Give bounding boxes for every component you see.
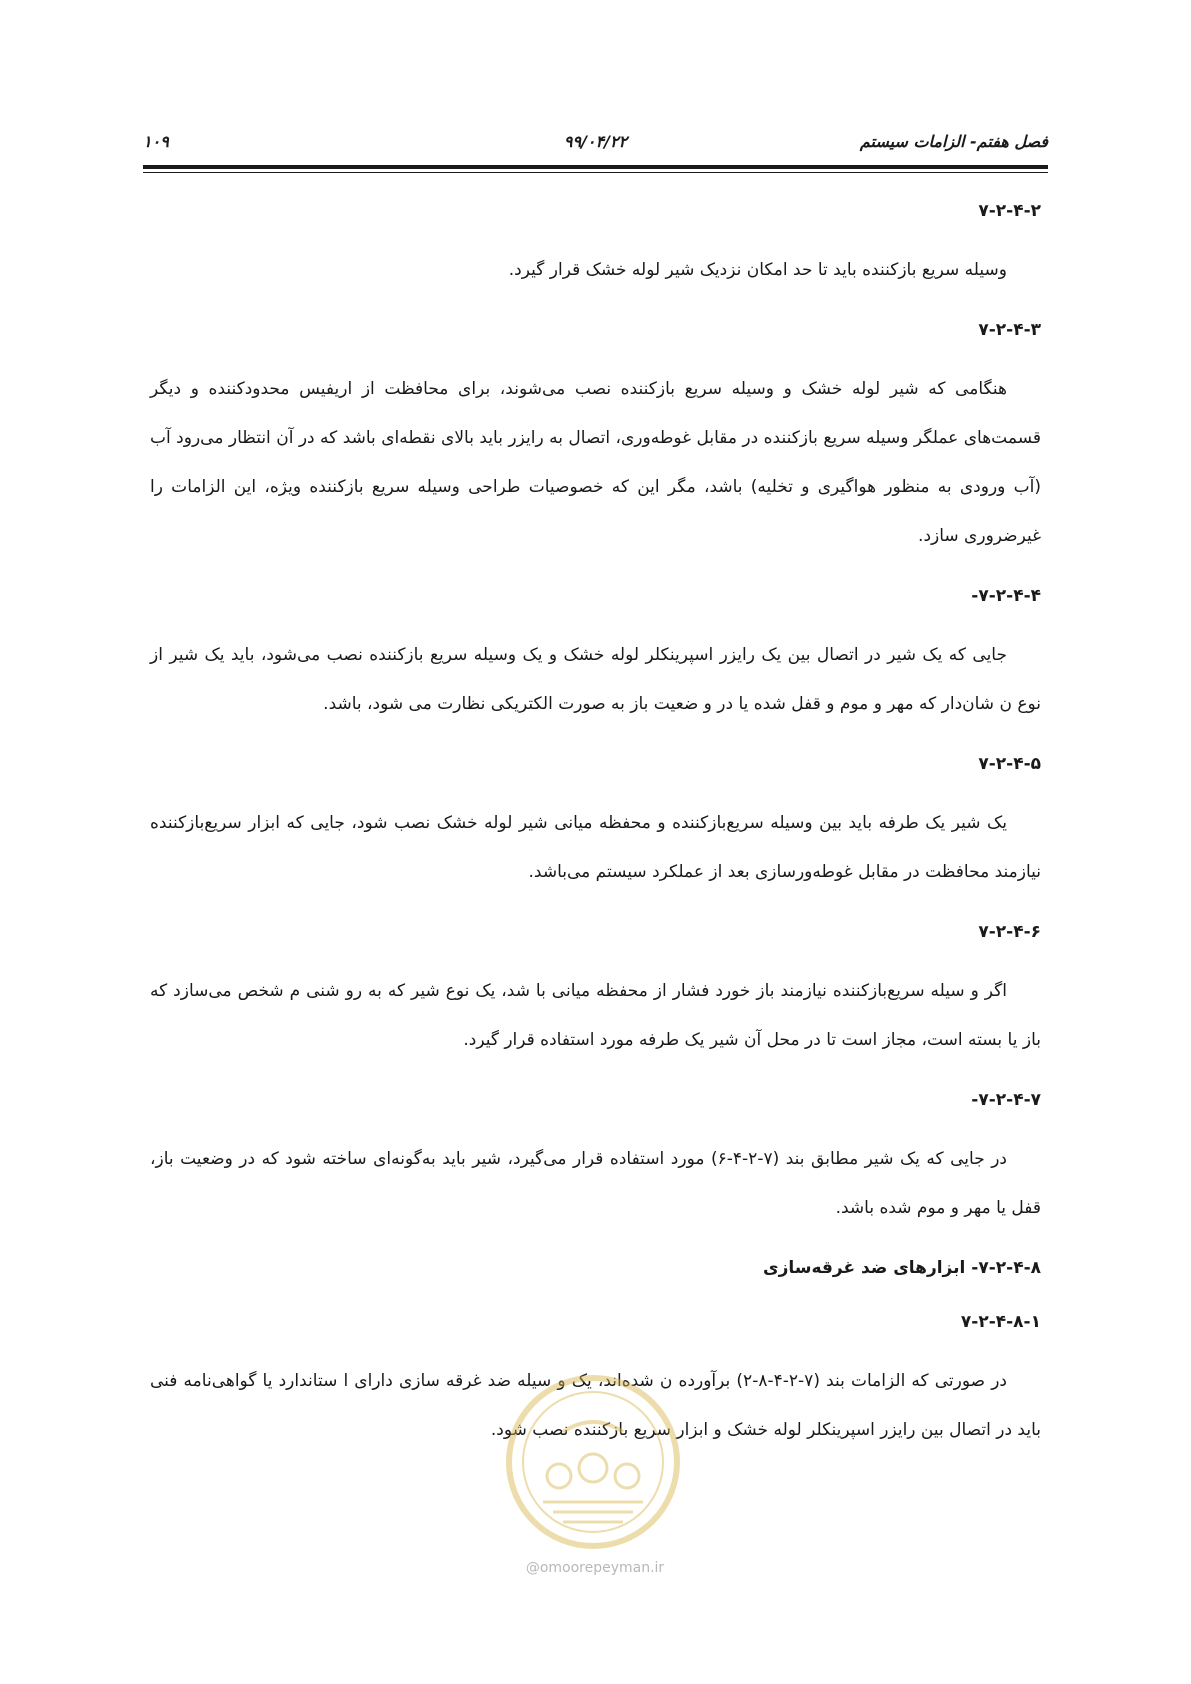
- section-number: ۷-۲-۴-۲: [978, 201, 1041, 221]
- section-paragraph: وسیله سریع بازکننده باید تا حد امکان نزدیک شیر لوله خشک قرار گیرد.: [508, 260, 1007, 280]
- page-body: [150, 198, 1041, 1477]
- section-paragraph: در جایی که یک شیر مطابق بند (۷-۲-۴-۶) مورد استفاده قرار می‌گیرد، شیر باید به‌گونه‌ای ساخته شود که در وضعیت باز، قفل یا مهر و موم شده باشد.: [150, 1149, 1041, 1218]
- section-paragraph: هنگامی که شیر لوله خشک و وسیله سریع بازکننده نصب می‌شوند، برای محافظت از اریفیس محدودکننده و دیگر قسمت‌های عملگر وسیله سریع بازکننده در مقابل غوطه‌وری، اتصال به رایزر باید بالای نقطه‌ای باشد که در آن انتظار می‌رود آب (آب ورودی به منظور هواگیری و تخلیه) باشد، مگر این که خصوصیات طراحی وسیله سریع بازکننده ویژه، این الزامات را غیرضروری سازد.: [150, 379, 1041, 546]
- section-number: ۷-۲-۴-۴-: [971, 586, 1041, 606]
- watermark-text: @omoorepeyman.ir: [525, 1560, 665, 1576]
- subsection-heading: ۷-۲-۴-۸- ابزارهای ضد غرقه‌سازی: [763, 1258, 1041, 1278]
- section-number: ۷-۲-۴-۸-۱: [960, 1312, 1041, 1332]
- section-number: ۷-۲-۴-۶: [978, 922, 1041, 942]
- section-number: ۷-۲-۴-۵: [978, 754, 1041, 774]
- section-paragraph: یک شیر یک طرفه باید بین وسیله سریع‌بازکننده و محفظه میانی شیر لوله خشک نصب شود، جایی که ابزار سریع‌بازکننده نیازمند محافظت در مقابل غوطه‌ورسازی بعد از عملکرد سیستم می‌باشد.: [150, 813, 1041, 882]
- page-header: [143, 132, 1048, 160]
- section-paragraph: در صورتی که الزامات بند (۷-۲-۴-۸-۲) برآورده ن شده‌اند، یک و سیله ضد غرقه سازی دارای ا ستاندارد یا گواهی‌نامه فنی باید در اتصال بین رایزر اسپرینکلر لوله خشک و ابزار سریع بازکننده نصب شود.: [150, 1371, 1041, 1440]
- header-date: ۹۹/۰۴/۲۲: [563, 132, 628, 151]
- section-paragraph: اگر و سیله سریع‌بازکننده نیازمند باز خورد فشار از محفظه میانی با شد، یک نوع شیر که به رو شنی م شخص می‌سازد که باز یا بسته است، مجاز است تا در محل آن شیر یک طرفه مورد استفاده قرار گیرد.: [150, 981, 1041, 1050]
- section-paragraph: جایی که یک شیر در اتصال بین یک رایزر اسپرینکلر لوله خشک و یک وسیله سریع بازکننده نصب می‌شود، باید یک شیر از نوع ن شان‌دار که مهر و موم و قفل شده یا در و ضعیت باز به صورت الکتریکی نظارت می شود، باشد.: [150, 645, 1041, 714]
- watermark-seal-icon: [503, 1372, 683, 1552]
- header-rule-thin: [143, 172, 1048, 173]
- section-number: ۷-۲-۴-۷-: [971, 1090, 1041, 1110]
- page-number: ۱۰۹: [143, 132, 169, 151]
- chapter-title: فصل هفتم- الزامات سیستم: [859, 132, 1048, 151]
- header-rule-thick: [143, 165, 1048, 169]
- section-number: ۷-۲-۴-۳: [978, 320, 1041, 340]
